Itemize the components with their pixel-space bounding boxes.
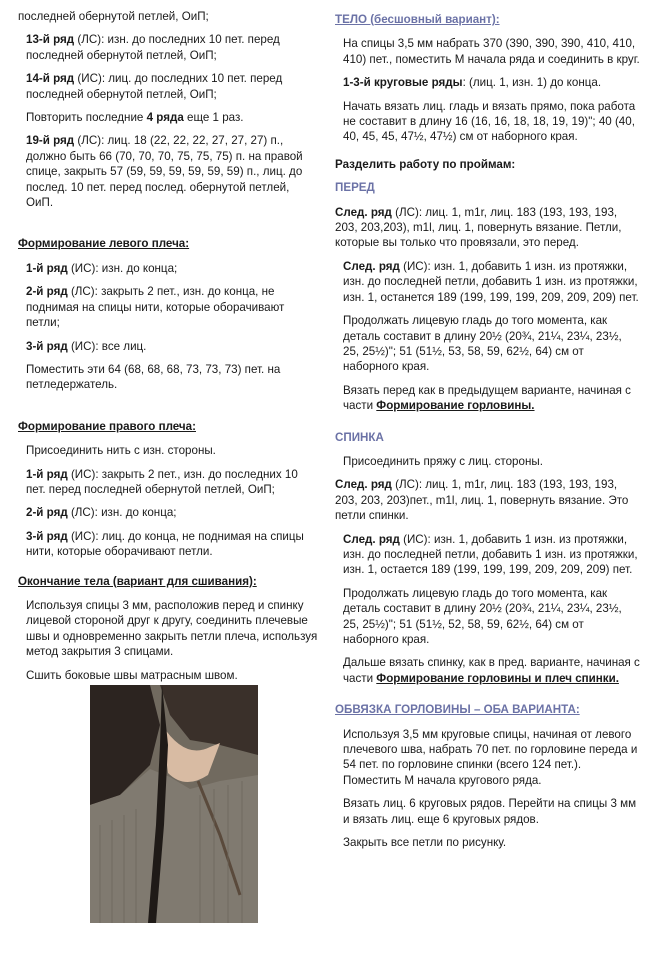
- section-heading-left-shoulder: Формирование левого плеча:: [18, 237, 190, 251]
- paragraph: Присоединить нить с изн. стороны.: [26, 444, 216, 458]
- paragraph: На спицы 3,5 мм набрать 370 (390, 390, 390, 410, 410, 410) пет., поместить М начала ряда и соединить в круг.: [343, 37, 640, 66]
- section-heading-split: Разделить работу по проймам:: [335, 157, 516, 171]
- row-instruction: 1-й ряд (ИС): закрыть 2 пет., изн. до последних 10 пет. перед последней обернутой петлей, ОиП;: [26, 467, 298, 496]
- section-heading-back: СПИНКА: [335, 430, 384, 444]
- row-instruction: 2-й ряд (ЛС): закрыть 2 пет., изн. до конца, не поднимая на спицы нити, которые оборачивают петли;: [26, 285, 285, 330]
- paragraph: Присоединить пряжу с лиц. стороны.: [343, 454, 543, 468]
- row-instruction: 1-й ряд (ИС): изн. до конца;: [26, 261, 178, 275]
- sweater-photo: [90, 685, 258, 923]
- paragraph: Начать вязать лиц. гладь и вязать прямо, пока работа не составит в длину 16 (16, 16, 18, 18, 19, 19)"; 40 (40, 40, 45, 45, 47½, 47½) см от наборного края.: [343, 99, 636, 144]
- paragraph: Сшить боковые швы матрасным швом.: [26, 668, 238, 682]
- row-instruction: 3-й ряд (ИС): лиц. до конца, не поднимая на спицы нити, которые оборачивают петли.: [26, 529, 304, 559]
- paragraph: Поместить эти 64 (68, 68, 68, 73, 73, 73) пет. на петледержатель.: [26, 362, 281, 392]
- right-column: [335, 0, 640, 858]
- row-instruction: 19-й ряд (ЛС): лиц. 18 (22, 22, 22, 27, 27, 27) п., должно быть 66 (70, 70, 70, 75, 75, 75) п. на правой спице, закрыть 57 (59, 59, 59, 59, 59, 59) п., лиц. до послед. 10 пет. перед послед. обернутой петлей, ОиП.: [26, 134, 303, 210]
- section-heading-front: ПЕРЕД: [335, 181, 375, 195]
- paragraph: Продолжать лицевую гладь до того момента, как деталь составит в длину 20½ (20¾, 21¼, 23¼, 23½, 25, 25½)"; 51 (51½, 53, 58, 59, 62½, 64) см от наборного края.: [343, 314, 622, 374]
- row-instruction: След. ряд (ЛС): лиц. 1, m1r, лиц. 183 (193, 193, 193, 203, 203, 203)пет., m1l, лиц. 1, повернуть вязание. Это петли спинки.: [335, 478, 629, 523]
- paragraph: Дальше вязать спинку, как в пред. варианте, начиная с части Формирование горловины и плеч спинки.: [343, 656, 640, 685]
- row-instruction: След. ряд (ЛС): лиц. 1, m1r, лиц. 183 (193, 193, 193, 203, 203,203), m1l, лиц. 1, повернуть вязание. Петли, которые вы только что провязали, это перед.: [335, 205, 622, 250]
- paragraph: Повторить последние 4 ряда еще 1 раз.: [26, 111, 244, 125]
- section-heading-neckband: ОБВЯЗКА ГОРЛОВИНЫ – ОБА ВАРИАНТА:: [335, 703, 580, 717]
- row-instruction: 13-й ряд (ЛС): изн. до последних 10 пет. перед последней обернутой петлей, ОиП;: [26, 33, 280, 62]
- paragraph: Закрыть все петли по рисунку.: [343, 836, 507, 850]
- section-heading-right-shoulder: Формирование правого плеча:: [18, 419, 196, 433]
- paragraph: Вязать перед как в предыдущем варианте, начиная с части Формирование горловины.: [343, 383, 631, 413]
- paragraph: Вязать лиц. 6 круговых рядов. Перейти на спицы 3 мм и вязать лиц. еще 6 круговых рядов.: [343, 797, 637, 826]
- row-instruction: 1-3-й круговые ряды: (лиц. 1, изн. 1) до конца.: [343, 76, 602, 90]
- row-instruction: 14-й ряд (ИС): лиц. до последних 10 пет. перед последней обернутой петлей, ОиП;: [26, 72, 283, 101]
- paragraph: Используя 3,5 мм круговые спицы, начиная от левого плечевого шва, набрать 70 пет. по горловине переда и 54 пет. по горловине спинки (всего 124 пет.). Поместить М начала кругового ряда.: [343, 727, 638, 787]
- sweater-photo-illustration: [90, 685, 258, 923]
- row-instruction: След. ряд (ИС): изн. 1, добавить 1 изн. из протяжки, изн. до последней петли, добавить 1 изн. из протяжки, изн. 1, остается 189 (199, 199, 199, 209, 209, 209) пет.: [343, 532, 638, 577]
- row-instruction: 2-й ряд (ЛС): изн. до конца;: [26, 506, 177, 520]
- row-instruction: След. ряд (ИС): изн. 1, добавить 1 изн. из протяжки, изн. до последней петли, добавить 1 изн. из протяжки, изн. 1, останется 189 (199, 199, 199, 209, 209, 209) пет.: [343, 259, 639, 304]
- left-column: [18, 0, 318, 691]
- section-heading-finish: Окончание тела (вариант для сшивания):: [18, 574, 257, 588]
- paragraph: последней обернутой петлей, ОиП;: [18, 10, 209, 23]
- paragraph: Используя спицы 3 мм, расположив перед и спинку лицевой стороной друг к другу, соединить плечевые швы и одновременно закрыть петли плеча, используя метод закрытия 3 спицами.: [26, 598, 318, 659]
- paragraph: Продолжать лицевую гладь до того момента, как деталь составит в длину 20½ (20¾, 21¼, 23¼, 23½, 25, 25½)"; 51 (51½, 52, 58, 59, 62½, 64) см от наборного края.: [343, 586, 622, 646]
- section-heading-body: ТЕЛО (бесшовный вариант):: [335, 13, 500, 26]
- row-instruction: 3-й ряд (ИС): все лиц.: [26, 339, 147, 353]
